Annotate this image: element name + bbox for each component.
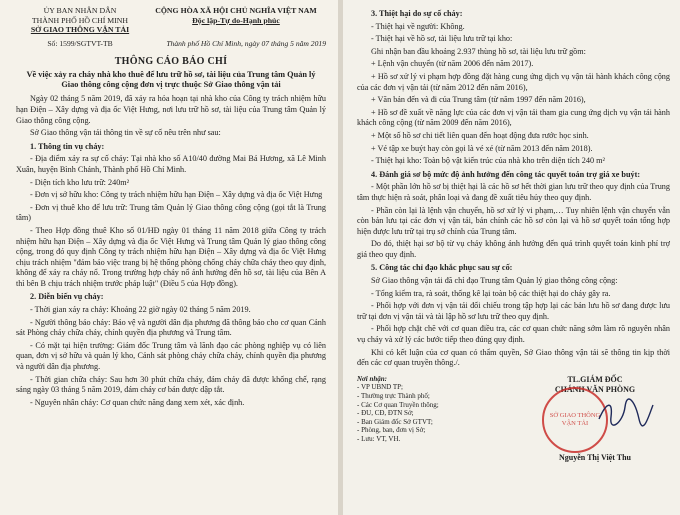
- nation-line-2: Độc lập-Tự do-Hạnh phúc: [192, 15, 280, 25]
- seal-text: SỞ GIAO THÔNG VẬN TẢI: [549, 412, 601, 427]
- recipients-list: [357, 375, 487, 444]
- document-number: Số: 1599/SGTVT-TB: [47, 38, 113, 48]
- org-line-2: THÀNH PHỐ HỒ CHÍ MINH: [31, 15, 129, 25]
- national-motto: [146, 6, 326, 35]
- list-item: - Thiệt hại về hồ sơ, tài liệu lưu trữ tại kho:: [371, 34, 513, 44]
- list-item: - Theo Hợp đồng thuê Kho số 01/HĐ ngày 01 tháng 11 năm 2018 giữa Công ty trách nhiệm hữu hạn Điện – Xây dựng và địa ốc Việt Hưng và Trung tâm Quản lý giao thông công cộng, trong đó quy định Công ty trách nhiệm hữu hạn Điện – Xây dựng và địa ốc Việt Hưng chịu trách nhiệm "đảm bảo việc trang bị hệ thống phòng chống cháy chữa cháy theo quy định, không để xảy ra cháy nổ. Trong trường hợp cháy nổ ảnh hưởng đến hồ sơ, tài liệu của Bên A thì bên B chịu trách nhiệm trước pháp luật" (Điều 5 của Hợp đồng).: [16, 225, 326, 288]
- signer-name: Nguyễn Thị Việt Thu: [559, 452, 631, 462]
- recipient-item: - VP UBND TP;: [357, 383, 403, 392]
- document-subtitle: Về việc xảy ra cháy nhà kho thuê để lưu trữ hồ sơ, tài liệu của Trung tâm Quản lý Giao thông công cộng đơn vị trực thuộc Sở Giao thông vận tải: [26, 69, 316, 90]
- place-date: Thành phố Hồ Chí Minh, ngày 07 tháng 5 năm 2019: [166, 38, 326, 48]
- list-item: - Thời gian xảy ra cháy: Khoảng 22 giờ ngày 02 tháng 5 năm 2019.: [30, 305, 251, 315]
- signature-block: [357, 374, 670, 462]
- recipient-item: - Thường trực Thành phố;: [357, 392, 430, 400]
- page-left: [0, 0, 338, 515]
- list-item: + Hồ sơ đề xuất về năng lực của các đơn vị vận tải tham gia cung ứng dịch vụ vận tải hành khách công cộng (từ năm 2009 đến năm 2016),: [357, 107, 670, 128]
- list-item: Do đó, thiệt hại sơ bộ từ vụ cháy không ảnh hưởng đến quá trình quyết toán kinh phí trợ giá theo quy định.: [357, 239, 670, 259]
- recipient-item: - ĐU, CĐ, ĐTN Sở;: [357, 409, 414, 418]
- list-item: - Phần còn lại là lệnh vận chuyển, hồ sơ xử lý vi phạm,… Tuy nhiên lệnh vận chuyển vẫn còn bản lưu tại các đơn vị vận tải, bản chính các hồ sơ còn lại và hồ sơ quyết toán tổng hợp hiện được lưu trữ tại trụ sở chính của Trung tâm.: [357, 205, 670, 236]
- recipient-item: - Các Cơ quan Truyền thông;: [357, 400, 439, 409]
- recipient-item: - Phòng, ban, đơn vị Sở;: [357, 426, 426, 435]
- list-item: - Thiệt hại về người: Không.: [371, 21, 465, 31]
- list-item: - Đơn vị thuê kho để lưu trữ: Trung tâm Quản lý Giao thông công cộng (gọi tắt là Trung tâm): [16, 202, 326, 223]
- list-item: - Người thông báo cháy: Bảo vệ và người dân địa phương đã thông báo cho cơ quan Cảnh sát Phòng cháy chữa cháy, chính quyền địa phương và Trung tâm.: [16, 317, 326, 338]
- list-item: Ghi nhận ban đầu khoảng 2.937 thùng hồ sơ, tài liệu lưu trữ gồm:: [371, 46, 586, 56]
- handwritten-signature: [595, 397, 655, 427]
- nation-line-1: CỘNG HÒA XÃ HỘI CHỦ NGHĨA VIỆT NAM: [155, 6, 317, 15]
- list-item: - Phối hợp chặt chẽ với cơ quan điều tra, các cơ quan chức năng sớm làm rõ nguyên nhân vụ cháy và xử lý các bước tiếp theo đúng quy định.: [357, 324, 670, 345]
- recipient-item: - Ban Giám đốc Sở GTVT;: [357, 417, 433, 426]
- list-item: - Địa điểm xảy ra sự cố cháy: Tại nhà kho số A10/40 đường Mai Bá Hương, xã Lê Minh Xuân, huyện Bình Chánh, Thành phố Hồ Chí Minh.: [16, 154, 326, 174]
- org-line-3: SỞ GIAO THÔNG VẬN TẢI: [30, 25, 130, 35]
- list-item: - Nguyên nhân cháy: Cơ quan chức năng đang xem xét, xác định.: [30, 397, 245, 407]
- recipients-label: Nơi nhận:: [357, 374, 388, 383]
- issuing-organization: [16, 6, 144, 35]
- list-item: - Tổng kiểm tra, rà soát, thống kê lại toàn bộ các thiệt hại do cháy gây ra.: [371, 288, 611, 298]
- section-heading: 2. Diễn biến vụ cháy:: [30, 292, 104, 302]
- signer-title-2: CHÁNH VĂN PHÒNG: [554, 385, 636, 395]
- list-item: - Phối hợp với đơn vị vận tải đối chiếu trong tập hợp lại các bản lưu hồ sơ đang được lưu trữ tại đơn vị vận tải và tài lập hồ sơ lưu trữ theo quy định.: [357, 301, 670, 321]
- section-heading: 1. Thông tin vụ cháy:: [30, 141, 105, 151]
- list-item: + Vé tập xe buýt hay còn gọi là vé xé (từ năm 2013 đến năm 2018).: [371, 143, 593, 153]
- list-item: - Thiệt hại kho: Toàn bộ vật kiến trúc của nhà kho trên diện tích 240 m²: [371, 156, 605, 166]
- list-item: - Thời gian chữa cháy: Sau hơn 30 phút chữa cháy, đám cháy đã được khống chế, rạng sáng ngày 03 tháng 5 năm 2019, đám cháy cơ bản được dập tắt.: [16, 374, 326, 395]
- signer-block: [520, 374, 670, 462]
- document-title: THÔNG CÁO BÁO CHÍ: [114, 56, 228, 68]
- list-item: + Văn bản đến và đi của Trung tâm (từ năm 1997 đến năm 2016),: [371, 95, 586, 105]
- intro-paragraph: Ngày 02 tháng 5 năm 2019, đã xảy ra hỏa hoạn tại nhà kho của Công ty trách nhiệm hữu hạn Điện – Xây dựng và địa ốc Việt Hưng, nơi lưu trữ hồ sơ, tài liệu của Trung tâm Quản lý Giao thông công cộng.: [16, 94, 326, 125]
- list-item: + Lệnh vận chuyển (từ năm 2006 đến năm 2017).: [371, 59, 534, 69]
- list-item: - Đơn vị sở hữu kho: Công ty trách nhiệm hữu hạn Điện – Xây dựng và địa ốc Việt Hưng: [30, 190, 323, 200]
- list-item: + Hồ sơ xử lý vi phạm hợp đồng đặt hàng cung ứng dịch vụ vận tải hành khách công cộng của các đơn vị vận tải (từ năm 2012 đến năm 2016),: [357, 71, 670, 92]
- list-item: - Một phần lớn hồ sơ bị thiệt hại là các hồ sơ hết thời gian lưu trữ theo quy định của Trung tâm thực hiện rà soát, phân loại và đang đề xuất tiêu hủy theo quy định.: [357, 182, 670, 202]
- section-heading: 3. Thiệt hại do sự cố cháy:: [371, 9, 463, 18]
- section-heading: 5. Công tác chỉ đạo khắc phục sau sự cố:: [371, 263, 513, 273]
- intro-paragraph: Sở Giao thông vận tải thông tin về sự cố nêu trên như sau:: [30, 128, 221, 138]
- recipient-item: - Lưu: VT, VH.: [357, 434, 401, 443]
- signer-title-1: TL.GIÁM ĐỐC: [567, 374, 623, 384]
- list-item: - Diện tích kho lưu trữ: 240m²: [30, 177, 130, 187]
- org-line-1: ỦY BAN NHÂN DÂN: [43, 6, 117, 15]
- page-right: [343, 0, 680, 515]
- document-header: [16, 6, 326, 35]
- closing-paragraph: Khi có kết luận của cơ quan có thẩm quyền, Sở Giao thông vận tải sẽ thông tin kịp thời đến các cơ quan truyền thông./.: [357, 347, 670, 368]
- section-heading: 4. Đánh giá sơ bộ mức độ ảnh hưởng đến công tác quyết toán trợ giá xe buýt:: [371, 169, 641, 179]
- list-item: Sở Giao thông vận tải đã chỉ đạo Trung tâm Quản lý giao thông công cộng:: [371, 276, 618, 286]
- list-item: + Một số hồ sơ chi tiết liên quan đến hoạt động đưa rước học sinh.: [371, 130, 589, 140]
- list-item: - Có mặt tại hiện trường: Giám đốc Trung tâm và lãnh đạo các phòng nghiệp vụ có liên quan, đơn vị sở hữu và quản lý kho, Cảnh sát phòng cháy chữa cháy, chính quyền địa phương và người dân địa phương.: [16, 340, 326, 372]
